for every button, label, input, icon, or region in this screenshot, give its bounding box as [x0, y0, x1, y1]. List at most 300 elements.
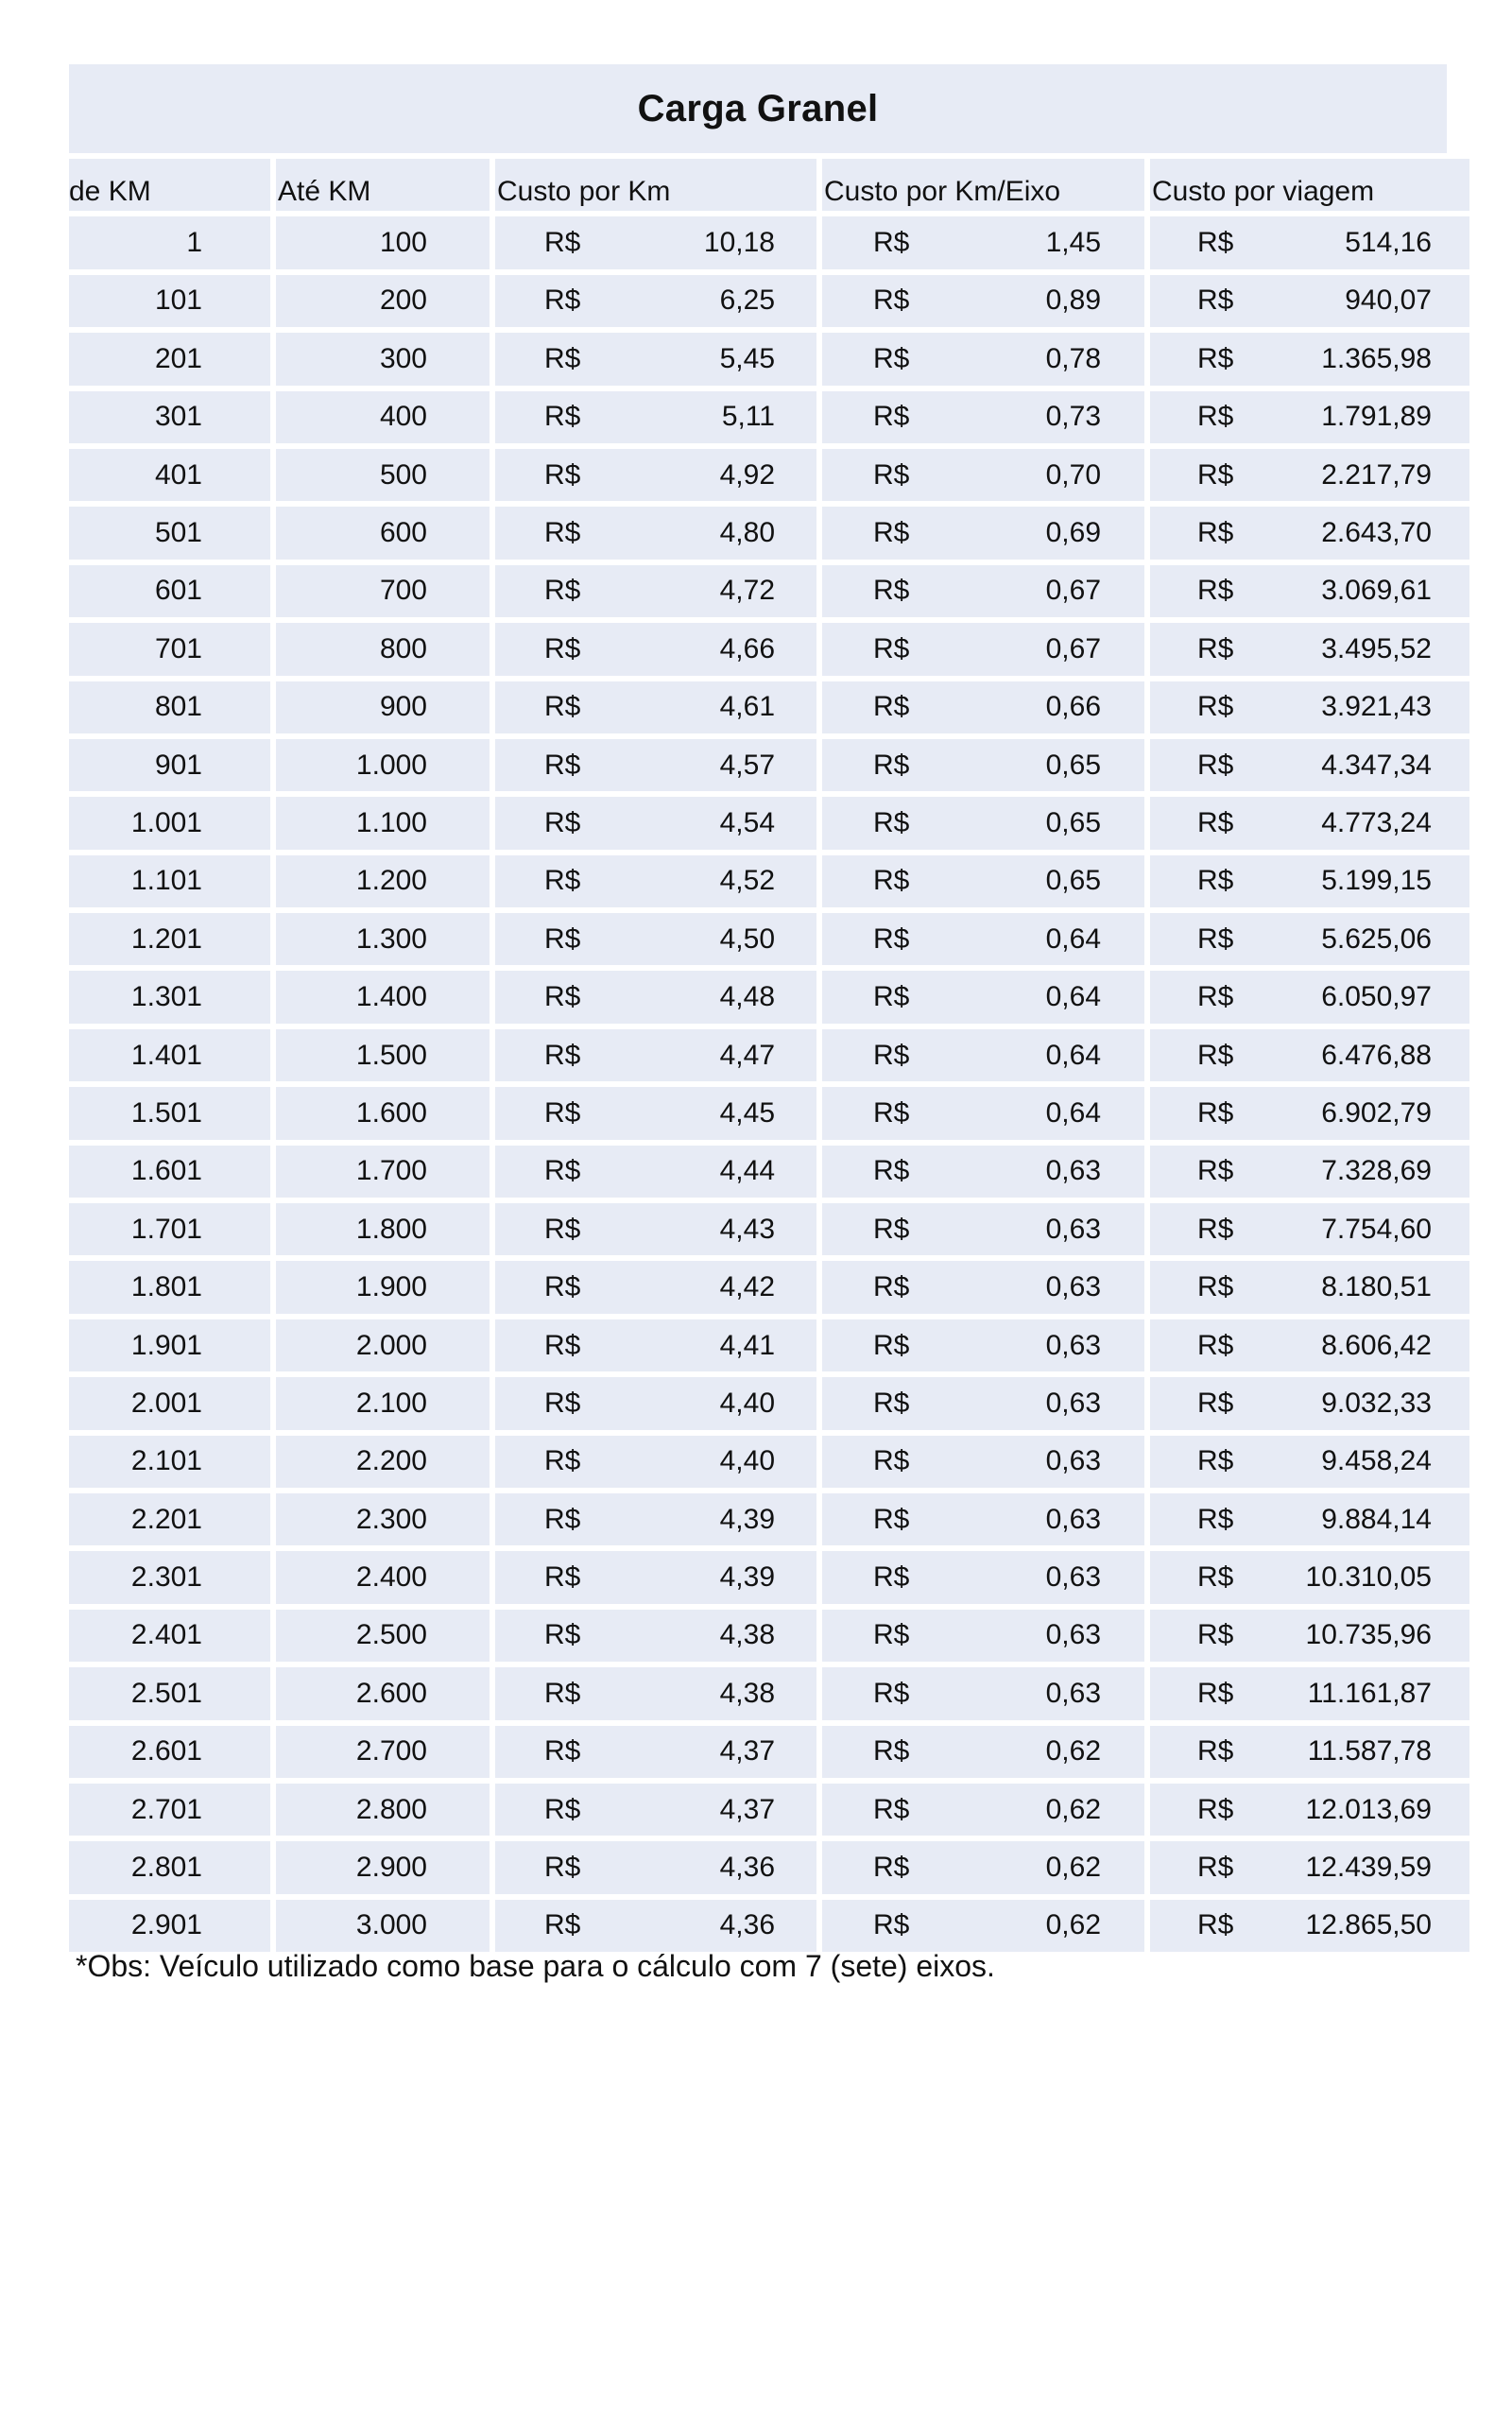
cell-ate-km: 2.500: [276, 1610, 490, 1662]
header-ate-km: Até KM: [276, 159, 490, 211]
amount-value: 9.884,14: [1321, 1503, 1432, 1535]
amount-value: 514,16: [1345, 227, 1432, 259]
amount-value: 4,72: [719, 575, 775, 607]
cell-custo-por-km: [495, 1377, 816, 1429]
currency-symbol: R$: [873, 342, 910, 374]
cell-custo-por-km-eixo: [822, 1203, 1144, 1255]
currency-symbol: R$: [873, 1909, 910, 1941]
amount-value: 7.754,60: [1321, 1213, 1432, 1245]
header-custo-por-viagem: Custo por viagem: [1150, 159, 1469, 211]
currency-symbol: R$: [873, 1329, 910, 1361]
cell-custo-por-km-eixo: [822, 623, 1144, 675]
amount-value: 4,39: [719, 1561, 775, 1594]
currency-symbol: R$: [873, 1271, 910, 1303]
amount-value: 4,39: [719, 1503, 775, 1535]
amount-value: 12.439,59: [1305, 1852, 1432, 1884]
currency-symbol: R$: [1197, 1039, 1234, 1071]
currency-symbol: R$: [1197, 227, 1234, 259]
cell-de-km: 501: [69, 507, 270, 559]
currency-symbol: R$: [873, 1852, 910, 1884]
amount-value: 5.199,15: [1321, 865, 1432, 897]
amount-value: 0,63: [1045, 1677, 1101, 1709]
amount-value: 0,67: [1045, 632, 1101, 664]
amount-value: 4,37: [719, 1735, 775, 1767]
cell-de-km: 2.101: [69, 1436, 270, 1488]
currency-symbol: R$: [1197, 1735, 1234, 1767]
cell-custo-por-km-eixo: [822, 1319, 1144, 1371]
cell-custo-por-viagem: [1150, 1667, 1469, 1719]
amount-value: 0,69: [1045, 517, 1101, 549]
cell-custo-por-viagem: [1150, 1377, 1469, 1429]
cell-custo-por-km-eixo: [822, 797, 1144, 849]
cell-custo-por-km-eixo: [822, 1087, 1144, 1139]
cell-de-km: 1.501: [69, 1087, 270, 1139]
currency-symbol: R$: [544, 1909, 581, 1941]
cell-custo-por-km: [495, 1493, 816, 1545]
cell-custo-por-viagem: [1150, 565, 1469, 617]
amount-value: 4,37: [719, 1793, 775, 1825]
currency-symbol: R$: [544, 1503, 581, 1535]
cell-de-km: 1.801: [69, 1261, 270, 1313]
amount-value: 3.069,61: [1321, 575, 1432, 607]
cell-custo-por-km: [495, 216, 816, 268]
cell-custo-por-viagem: [1150, 1726, 1469, 1778]
cell-ate-km: 2.700: [276, 1726, 490, 1778]
amount-value: 4,50: [719, 922, 775, 955]
amount-value: 4,36: [719, 1852, 775, 1884]
currency-symbol: R$: [873, 1096, 910, 1129]
amount-value: 5.625,06: [1321, 922, 1432, 955]
amount-value: 0,62: [1045, 1735, 1101, 1767]
amount-value: 0,65: [1045, 865, 1101, 897]
cell-ate-km: 1.900: [276, 1261, 490, 1313]
amount-value: 0,62: [1045, 1793, 1101, 1825]
cell-custo-por-viagem: [1150, 1493, 1469, 1545]
cell-custo-por-km: [495, 797, 816, 849]
cell-custo-por-viagem: [1150, 391, 1469, 443]
footnote: *Obs: Veículo utilizado como base para o cálculo com 7 (sete) eixos.: [76, 1949, 995, 1983]
currency-symbol: R$: [544, 285, 581, 317]
cell-custo-por-km: [495, 681, 816, 733]
amount-value: 4,38: [719, 1619, 775, 1651]
cell-custo-por-viagem: [1150, 1551, 1469, 1603]
currency-symbol: R$: [1197, 691, 1234, 723]
cell-custo-por-km-eixo: [822, 1493, 1144, 1545]
amount-value: 4,40: [719, 1445, 775, 1477]
currency-symbol: R$: [873, 458, 910, 491]
cell-custo-por-viagem: [1150, 507, 1469, 559]
currency-symbol: R$: [544, 227, 581, 259]
amount-value: 4,52: [719, 865, 775, 897]
cell-de-km: 401: [69, 449, 270, 501]
amount-value: 0,62: [1045, 1852, 1101, 1884]
currency-symbol: R$: [1197, 1213, 1234, 1245]
amount-value: 940,07: [1345, 285, 1432, 317]
amount-value: 7.328,69: [1321, 1155, 1432, 1187]
amount-value: 1.365,98: [1321, 342, 1432, 374]
currency-symbol: R$: [544, 1619, 581, 1651]
amount-value: 6,25: [719, 285, 775, 317]
cell-ate-km: 1.600: [276, 1087, 490, 1139]
amount-value: 2.643,70: [1321, 517, 1432, 549]
amount-value: 4,42: [719, 1271, 775, 1303]
amount-value: 0,89: [1045, 285, 1101, 317]
cell-de-km: 1.301: [69, 971, 270, 1023]
cell-ate-km: 800: [276, 623, 490, 675]
currency-symbol: R$: [544, 1387, 581, 1419]
currency-symbol: R$: [1197, 401, 1234, 433]
cell-custo-por-km: [495, 449, 816, 501]
cell-custo-por-km: [495, 1900, 816, 1952]
cell-custo-por-km-eixo: [822, 1261, 1144, 1313]
currency-symbol: R$: [544, 342, 581, 374]
cell-custo-por-km-eixo: [822, 565, 1144, 617]
amount-value: 4,40: [719, 1387, 775, 1419]
cell-ate-km: 1.500: [276, 1029, 490, 1081]
amount-value: 4,45: [719, 1096, 775, 1129]
currency-symbol: R$: [544, 458, 581, 491]
cell-ate-km: 2.000: [276, 1319, 490, 1371]
cell-custo-por-km-eixo: [822, 216, 1144, 268]
cell-custo-por-viagem: [1150, 1436, 1469, 1488]
cell-custo-por-viagem: [1150, 855, 1469, 907]
currency-symbol: R$: [544, 1213, 581, 1245]
currency-symbol: R$: [1197, 285, 1234, 317]
currency-symbol: R$: [873, 1677, 910, 1709]
cell-de-km: 2.501: [69, 1667, 270, 1719]
amount-value: 4,47: [719, 1039, 775, 1071]
cell-custo-por-km: [495, 739, 816, 791]
cell-custo-por-km: [495, 1784, 816, 1836]
cell-custo-por-viagem: [1150, 1146, 1469, 1198]
amount-value: 0,64: [1045, 981, 1101, 1013]
cell-custo-por-km: [495, 1146, 816, 1198]
cell-custo-por-viagem: [1150, 1029, 1469, 1081]
currency-symbol: R$: [1197, 517, 1234, 549]
amount-value: 0,64: [1045, 1096, 1101, 1129]
cell-de-km: 2.801: [69, 1841, 270, 1893]
cell-custo-por-km: [495, 1203, 816, 1255]
cell-de-km: 2.301: [69, 1551, 270, 1603]
cell-ate-km: 1.300: [276, 913, 490, 965]
amount-value: 0,64: [1045, 922, 1101, 955]
cell-custo-por-km: [495, 1436, 816, 1488]
currency-symbol: R$: [1197, 981, 1234, 1013]
cell-custo-por-km-eixo: [822, 275, 1144, 327]
currency-symbol: R$: [1197, 1387, 1234, 1419]
cell-de-km: 2.201: [69, 1493, 270, 1545]
cell-ate-km: 100: [276, 216, 490, 268]
cell-custo-por-km-eixo: [822, 391, 1144, 443]
amount-value: 0,63: [1045, 1619, 1101, 1651]
amount-value: 10.310,05: [1305, 1561, 1432, 1594]
cell-ate-km: 400: [276, 391, 490, 443]
currency-symbol: R$: [544, 1039, 581, 1071]
currency-symbol: R$: [873, 1793, 910, 1825]
currency-symbol: R$: [544, 691, 581, 723]
cell-custo-por-viagem: [1150, 1319, 1469, 1371]
currency-symbol: R$: [873, 285, 910, 317]
cell-custo-por-km-eixo: [822, 1667, 1144, 1719]
cell-custo-por-km-eixo: [822, 1784, 1144, 1836]
cell-custo-por-km-eixo: [822, 855, 1144, 907]
cell-custo-por-viagem: [1150, 739, 1469, 791]
amount-value: 0,64: [1045, 1039, 1101, 1071]
currency-symbol: R$: [544, 922, 581, 955]
currency-symbol: R$: [873, 749, 910, 781]
amount-value: 4,61: [719, 691, 775, 723]
currency-symbol: R$: [544, 806, 581, 838]
amount-value: 1,45: [1045, 227, 1101, 259]
amount-value: 10.735,96: [1305, 1619, 1432, 1651]
cell-custo-por-viagem: [1150, 681, 1469, 733]
amount-value: 4,66: [719, 632, 775, 664]
cell-ate-km: 1.700: [276, 1146, 490, 1198]
cell-ate-km: 500: [276, 449, 490, 501]
currency-symbol: R$: [1197, 749, 1234, 781]
cell-de-km: 2.901: [69, 1900, 270, 1952]
cell-custo-por-viagem: [1150, 333, 1469, 385]
cell-ate-km: 1.200: [276, 855, 490, 907]
cell-custo-por-viagem: [1150, 1841, 1469, 1893]
currency-symbol: R$: [1197, 806, 1234, 838]
currency-symbol: R$: [544, 1852, 581, 1884]
amount-value: 0,70: [1045, 458, 1101, 491]
currency-symbol: R$: [544, 1155, 581, 1187]
cell-ate-km: 300: [276, 333, 490, 385]
currency-symbol: R$: [873, 1561, 910, 1594]
amount-value: 8.606,42: [1321, 1329, 1432, 1361]
cell-custo-por-viagem: [1150, 1610, 1469, 1662]
cell-custo-por-viagem: [1150, 1203, 1469, 1255]
amount-value: 0,63: [1045, 1561, 1101, 1594]
cell-de-km: 1.001: [69, 797, 270, 849]
amount-value: 0,63: [1045, 1271, 1101, 1303]
cell-custo-por-km-eixo: [822, 1841, 1144, 1893]
currency-symbol: R$: [873, 865, 910, 897]
cell-custo-por-km: [495, 1087, 816, 1139]
cell-custo-por-km: [495, 1610, 816, 1662]
currency-symbol: R$: [544, 749, 581, 781]
cell-custo-por-km: [495, 1261, 816, 1313]
cell-custo-por-km: [495, 391, 816, 443]
amount-value: 4.773,24: [1321, 806, 1432, 838]
amount-value: 0,73: [1045, 401, 1101, 433]
amount-value: 0,63: [1045, 1503, 1101, 1535]
currency-symbol: R$: [1197, 1677, 1234, 1709]
currency-symbol: R$: [873, 575, 910, 607]
amount-value: 4,44: [719, 1155, 775, 1187]
cell-de-km: 2.701: [69, 1784, 270, 1836]
amount-value: 4,80: [719, 517, 775, 549]
cell-de-km: 201: [69, 333, 270, 385]
currency-symbol: R$: [544, 575, 581, 607]
currency-symbol: R$: [873, 1155, 910, 1187]
currency-symbol: R$: [1197, 1503, 1234, 1535]
cell-custo-por-km-eixo: [822, 507, 1144, 559]
amount-value: 6.050,97: [1321, 981, 1432, 1013]
cell-ate-km: 600: [276, 507, 490, 559]
amount-value: 0,78: [1045, 342, 1101, 374]
currency-symbol: R$: [873, 806, 910, 838]
header-custo-por-km: Custo por Km: [495, 159, 816, 211]
cell-de-km: 1.701: [69, 1203, 270, 1255]
cell-custo-por-km-eixo: [822, 971, 1144, 1023]
cell-custo-por-km: [495, 507, 816, 559]
cell-de-km: 2.601: [69, 1726, 270, 1778]
amount-value: 4,43: [719, 1213, 775, 1245]
amount-value: 6.476,88: [1321, 1039, 1432, 1071]
currency-symbol: R$: [873, 981, 910, 1013]
amount-value: 2.217,79: [1321, 458, 1432, 491]
currency-symbol: R$: [544, 401, 581, 433]
cell-ate-km: 2.300: [276, 1493, 490, 1545]
cell-de-km: 1.901: [69, 1319, 270, 1371]
cell-custo-por-km-eixo: [822, 1146, 1144, 1198]
cell-custo-por-viagem: [1150, 1261, 1469, 1313]
cell-custo-por-km-eixo: [822, 681, 1144, 733]
cell-custo-por-km: [495, 623, 816, 675]
cell-ate-km: 1.000: [276, 739, 490, 791]
cell-custo-por-km-eixo: [822, 1610, 1144, 1662]
currency-symbol: R$: [544, 1096, 581, 1129]
cell-ate-km: 2.900: [276, 1841, 490, 1893]
currency-symbol: R$: [1197, 342, 1234, 374]
currency-symbol: R$: [1197, 458, 1234, 491]
cell-de-km: 2.001: [69, 1377, 270, 1429]
amount-value: 0,65: [1045, 749, 1101, 781]
price-table: [69, 64, 1447, 1952]
cell-de-km: 1.201: [69, 913, 270, 965]
currency-symbol: R$: [873, 1039, 910, 1071]
currency-symbol: R$: [873, 1503, 910, 1535]
cell-de-km: 1: [69, 216, 270, 268]
cell-custo-por-km-eixo: [822, 1029, 1144, 1081]
amount-value: 1.791,89: [1321, 401, 1432, 433]
cell-ate-km: 3.000: [276, 1900, 490, 1952]
currency-symbol: R$: [544, 1561, 581, 1594]
cell-custo-por-km: [495, 971, 816, 1023]
currency-symbol: R$: [1197, 575, 1234, 607]
currency-symbol: R$: [544, 517, 581, 549]
cell-de-km: 101: [69, 275, 270, 327]
currency-symbol: R$: [1197, 1909, 1234, 1941]
currency-symbol: R$: [544, 981, 581, 1013]
cell-custo-por-viagem: [1150, 216, 1469, 268]
amount-value: 10,18: [703, 227, 775, 259]
currency-symbol: R$: [873, 1445, 910, 1477]
amount-value: 0,63: [1045, 1155, 1101, 1187]
currency-symbol: R$: [873, 922, 910, 955]
amount-value: 12.013,69: [1305, 1793, 1432, 1825]
cell-custo-por-viagem: [1150, 623, 1469, 675]
cell-ate-km: 2.400: [276, 1551, 490, 1603]
cell-custo-por-km: [495, 1319, 816, 1371]
cell-custo-por-km: [495, 333, 816, 385]
cell-ate-km: 900: [276, 681, 490, 733]
amount-value: 9.032,33: [1321, 1387, 1432, 1419]
cell-custo-por-km: [495, 855, 816, 907]
currency-symbol: R$: [544, 1793, 581, 1825]
amount-value: 0,63: [1045, 1213, 1101, 1245]
currency-symbol: R$: [873, 1387, 910, 1419]
currency-symbol: R$: [1197, 1852, 1234, 1884]
amount-value: 4,92: [719, 458, 775, 491]
table-title: Carga Granel: [69, 64, 1447, 153]
cell-ate-km: 1.800: [276, 1203, 490, 1255]
cell-ate-km: 2.600: [276, 1667, 490, 1719]
cell-custo-por-km: [495, 913, 816, 965]
cell-custo-por-km-eixo: [822, 913, 1144, 965]
currency-symbol: R$: [873, 691, 910, 723]
cell-custo-por-km-eixo: [822, 1551, 1144, 1603]
cell-ate-km: 200: [276, 275, 490, 327]
amount-value: 3.921,43: [1321, 691, 1432, 723]
currency-symbol: R$: [544, 632, 581, 664]
header-custo-por-km-eixo: Custo por Km/Eixo: [822, 159, 1144, 211]
amount-value: 4.347,34: [1321, 749, 1432, 781]
cell-custo-por-km-eixo: [822, 1436, 1144, 1488]
currency-symbol: R$: [1197, 1619, 1234, 1651]
cell-custo-por-km-eixo: [822, 1900, 1144, 1952]
amount-value: 0,62: [1045, 1909, 1101, 1941]
amount-value: 5,11: [721, 401, 775, 433]
cell-custo-por-km-eixo: [822, 449, 1144, 501]
table-grid: [69, 159, 1447, 1952]
amount-value: 0,63: [1045, 1445, 1101, 1477]
amount-value: 5,45: [719, 342, 775, 374]
cell-custo-por-km-eixo: [822, 1726, 1144, 1778]
cell-de-km: 301: [69, 391, 270, 443]
cell-custo-por-viagem: [1150, 1784, 1469, 1836]
cell-de-km: 1.401: [69, 1029, 270, 1081]
cell-custo-por-km: [495, 1551, 816, 1603]
cell-ate-km: 2.100: [276, 1377, 490, 1429]
currency-symbol: R$: [873, 632, 910, 664]
amount-value: 0,66: [1045, 691, 1101, 723]
currency-symbol: R$: [544, 1329, 581, 1361]
cell-custo-por-viagem: [1150, 449, 1469, 501]
cell-custo-por-viagem: [1150, 971, 1469, 1023]
currency-symbol: R$: [873, 1735, 910, 1767]
cell-de-km: 1.101: [69, 855, 270, 907]
cell-custo-por-km-eixo: [822, 333, 1144, 385]
cell-custo-por-viagem: [1150, 1087, 1469, 1139]
cell-de-km: 701: [69, 623, 270, 675]
cell-ate-km: 1.100: [276, 797, 490, 849]
cell-custo-por-viagem: [1150, 275, 1469, 327]
cell-custo-por-km-eixo: [822, 739, 1144, 791]
amount-value: 12.865,50: [1305, 1909, 1432, 1941]
currency-symbol: R$: [873, 401, 910, 433]
cell-ate-km: 2.200: [276, 1436, 490, 1488]
cell-custo-por-km: [495, 565, 816, 617]
amount-value: 3.495,52: [1321, 632, 1432, 664]
cell-de-km: 801: [69, 681, 270, 733]
amount-value: 0,67: [1045, 575, 1101, 607]
currency-symbol: R$: [1197, 1155, 1234, 1187]
currency-symbol: R$: [873, 517, 910, 549]
cell-ate-km: 1.400: [276, 971, 490, 1023]
currency-symbol: R$: [873, 227, 910, 259]
currency-symbol: R$: [1197, 1445, 1234, 1477]
cell-custo-por-viagem: [1150, 1900, 1469, 1952]
header-de-km: de KM: [69, 159, 270, 211]
currency-symbol: R$: [1197, 632, 1234, 664]
cell-custo-por-viagem: [1150, 797, 1469, 849]
currency-symbol: R$: [544, 1271, 581, 1303]
currency-symbol: R$: [1197, 1561, 1234, 1594]
